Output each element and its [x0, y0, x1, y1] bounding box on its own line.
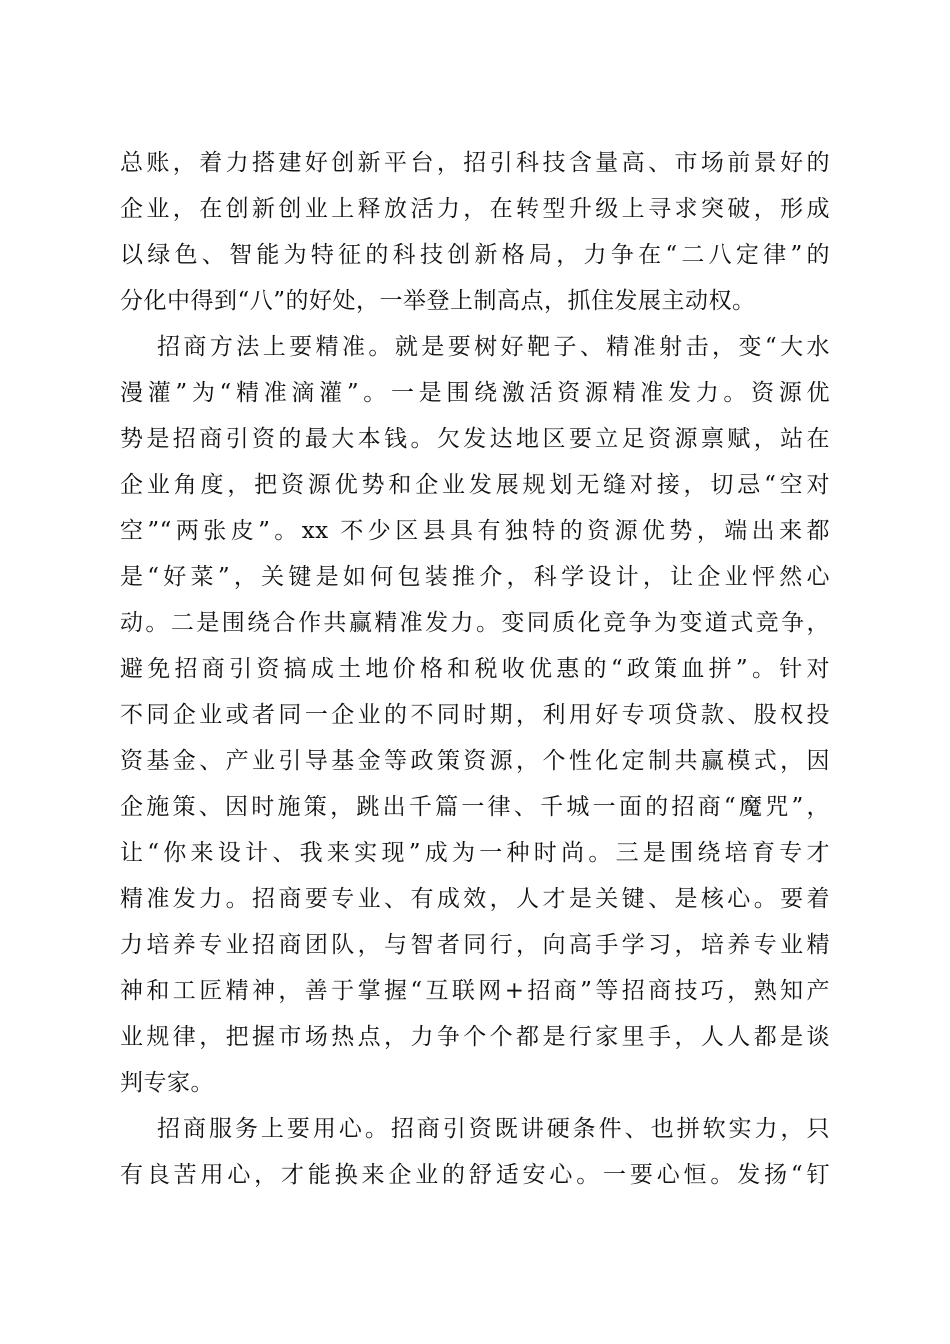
- paragraph-2-line-12: 让“你来设计、我来实现”成为一种时尚。三是围绕培育专才: [120, 840, 830, 866]
- paragraph-2-line-6: 是“好菜”，关键是如何包装推介，科学设计，让企业怦然心: [120, 564, 830, 590]
- paragraph-2-line-13: 精准发力。招商要专业、有成效，人才是关键、是核心。要着: [120, 886, 830, 912]
- paragraph-2-line-5: 空”“两张皮”。xx 不少区县具有独特的资源优势，端出来都: [120, 518, 830, 544]
- paragraph-1-line-2: 企业，在创新创业上释放活力，在转型升级上寻求突破，形成: [120, 196, 830, 222]
- document-body: [120, 140, 830, 1198]
- paragraph-1-line-1: 总账，着力搭建好创新平台，招引科技含量高、市场前景好的: [120, 150, 830, 176]
- paragraph-3-line-2: 有良苦用心，才能换来企业的舒适安心。一要心恒。发扬“钉: [120, 1162, 830, 1188]
- paragraph-2-line-9: 不同企业或者同一企业的不同时期，利用好专项贷款、股权投: [120, 702, 830, 728]
- paragraph-2-line-14: 力培养专业招商团队，与智者同行，向高手学习，培养专业精: [120, 932, 830, 958]
- paragraph-2-line-4: 企业角度，把资源优势和企业发展规划无缝对接，切忌“空对: [120, 472, 830, 498]
- paragraph-3-line-1: 招商服务上要用心。招商引资既讲硬条件、也拼软实力，只: [157, 1116, 830, 1142]
- paragraph-2-line-16: 业规律，把握市场热点，力争个个都是行家里手，人人都是谈: [120, 1024, 830, 1050]
- paragraph-2-line-17: 判专家。: [120, 1070, 214, 1096]
- paragraph-2-line-11: 企施策、因时施策，跳出千篇一律、千城一面的招商“魔咒”，: [120, 794, 830, 820]
- paragraph-2-line-2: 漫灌”为“精准滴灌”。一是围绕激活资源精准发力。资源优: [120, 380, 830, 406]
- paragraph-2-line-10: 资基金、产业引导基金等政策资源，个性化定制共赢模式，因: [120, 748, 830, 774]
- paragraph-2-line-7: 动。二是围绕合作共赢精准发力。变同质化竞争为变道式竞争，: [120, 610, 830, 636]
- paragraph-1-line-4: 分化中得到“八”的好处，一举登上制高点，抓住发展主动权。: [120, 288, 756, 314]
- paragraph-2-line-1: 招商方法上要精准。就是要树好靶子、精准射击，变“大水: [157, 334, 830, 360]
- paragraph-2-line-8: 避免招商引资搞成土地价格和税收优惠的“政策血拼”。针对: [120, 656, 830, 682]
- paragraph-2-line-15: 神和工匠精神，善于掌握“互联网+招商”等招商技巧，熟知产: [120, 978, 830, 1004]
- paragraph-1-line-3: 以绿色、智能为特征的科技创新格局，力争在“二八定律”的: [120, 242, 830, 268]
- paragraph-2-line-3: 势是招商引资的最大本钱。欠发达地区要立足资源禀赋，站在: [120, 426, 830, 452]
